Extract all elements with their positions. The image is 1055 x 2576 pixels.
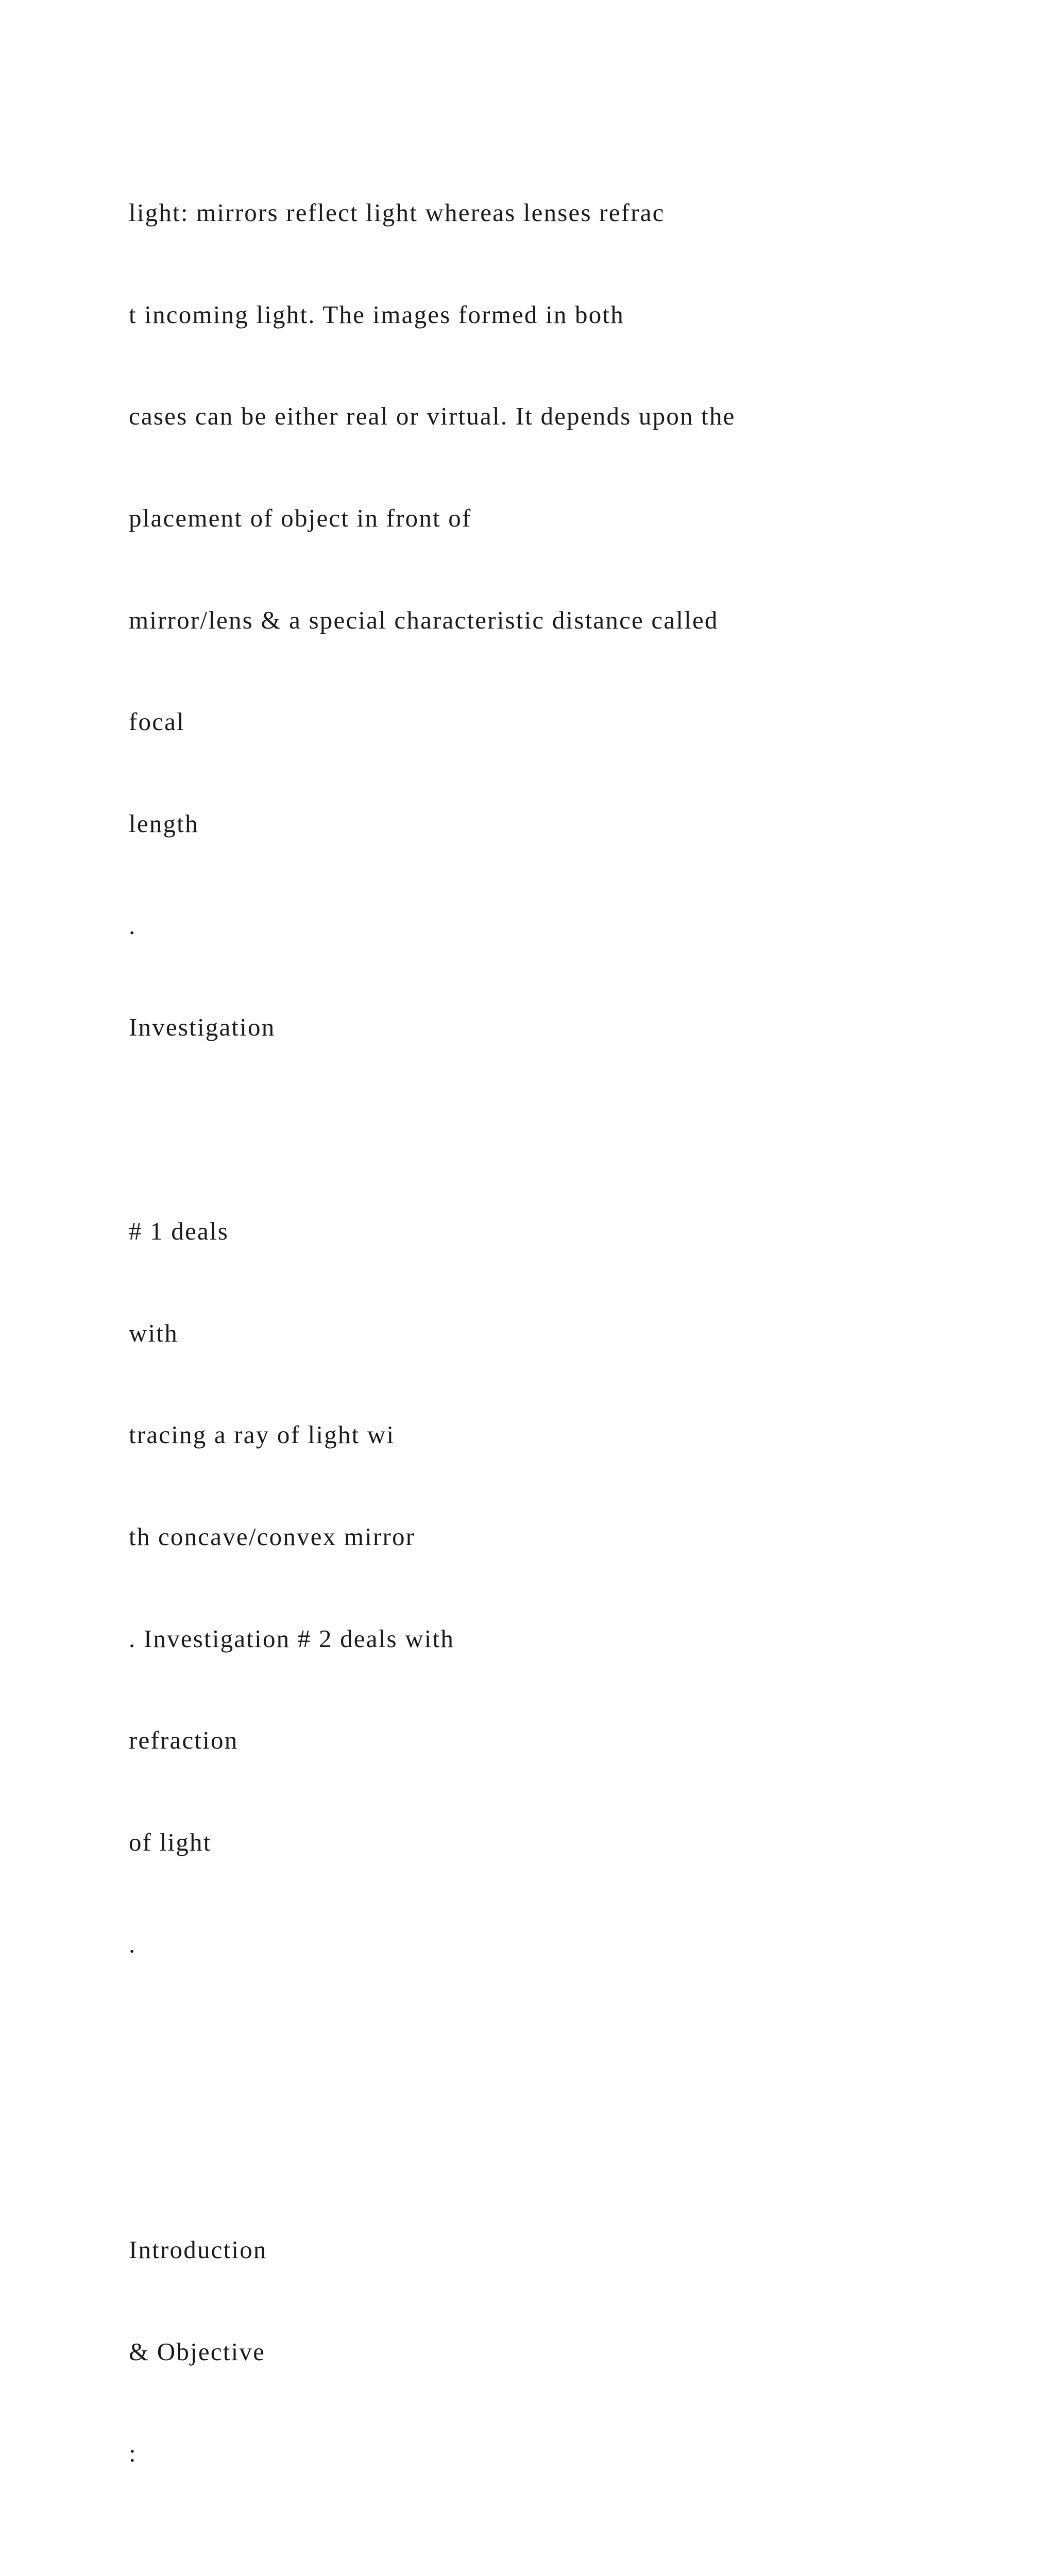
text-line: tracing a ray of light wi [129,1420,395,1449]
text-line: . [129,911,137,940]
text-line: placement of object in front of [129,503,472,532]
document-text [129,128,1005,2576]
blank-line [129,1112,1005,1146]
text-line: with [129,1318,178,1347]
text-line: # 1 deals [129,1216,229,1245]
text-line: . [129,1929,137,1958]
text-line: t incoming light. The images formed in both [129,300,624,329]
section-heading-line: & Objective [129,2337,266,2366]
text-line: light: mirrors reflect light whereas lenses refrac [129,198,665,227]
text-line: mirror/lens & a special characteristic distance called [129,605,719,634]
text-line: . Investigation # 2 deals with [129,1624,455,1653]
text-line: length [129,809,199,838]
blank-line [129,2538,1005,2572]
text-line: cases can be either real or virtual. It depends upon the [129,402,736,431]
blank-line [129,2029,1005,2063]
text-line: focal [129,707,185,736]
text-line: refraction [129,1726,239,1755]
text-line: th concave/convex mirror [129,1522,416,1551]
section-heading-line: Introduction [129,2235,267,2264]
text-line: of light [129,1828,212,1857]
text-line: Investigation [129,1013,276,1042]
blank-line [129,2131,1005,2165]
section-heading-line: : [129,2439,137,2468]
